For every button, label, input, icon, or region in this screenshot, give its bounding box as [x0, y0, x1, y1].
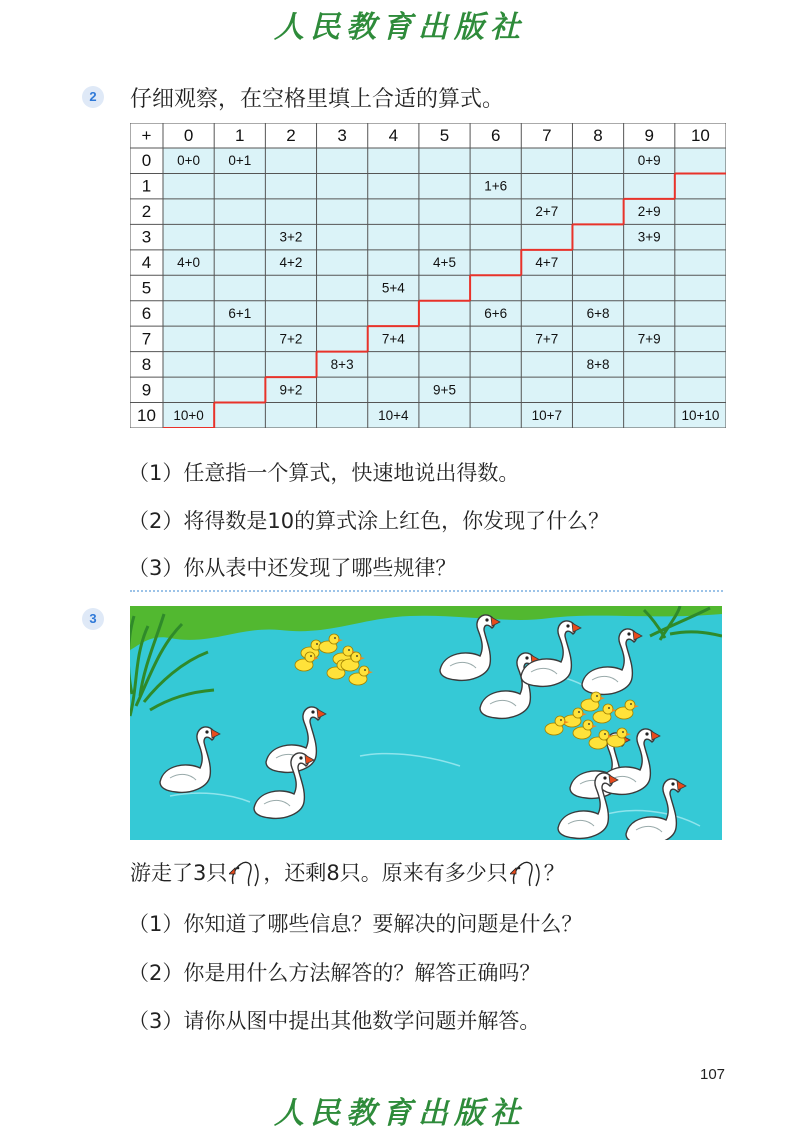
table-cell-expression: 2+9: [637, 204, 661, 220]
table-cell-expression: 7+9: [637, 331, 661, 347]
table-cell-expression: 0+1: [228, 153, 252, 169]
table-cell-expression: 4+5: [433, 255, 456, 271]
column-header: 9: [644, 126, 654, 145]
problem-2-question-1: （1）任意指一个算式，快速地说出得数。: [128, 461, 520, 485]
table-cell-expression: 1+6: [484, 178, 508, 194]
problem-3-statement: [130, 857, 565, 893]
problem-3-question-3: （3）请你从图中提出其他数学问题并解答。: [128, 1009, 541, 1033]
column-header: 10: [690, 126, 710, 145]
row-header: 10: [137, 405, 156, 425]
row-header: 8: [141, 354, 152, 374]
swan-icon: [229, 858, 261, 893]
row-header: 6: [141, 303, 152, 323]
swan-icon: [510, 858, 542, 893]
table-cell-expression: 10+4: [378, 407, 409, 423]
column-header: 0: [183, 126, 194, 145]
column-header: 8: [593, 126, 603, 145]
problem-2-question-2: （2）将得数是10的算式涂上红色，你发现了什么？: [128, 509, 610, 533]
table-cell-expression: 7+2: [279, 331, 303, 347]
column-header: 7: [542, 126, 552, 145]
problem-2-question-3: （3）你从表中还发现了哪些规律？: [128, 556, 457, 580]
table-cell-expression: 10+0: [173, 407, 204, 423]
table-cell-expression: 7+4: [381, 331, 405, 347]
table-cell-expression: 10+7: [531, 407, 563, 423]
column-header: 1: [235, 126, 245, 145]
table-cell-expression: 5+4: [381, 280, 405, 296]
row-header: 3: [141, 227, 152, 247]
addition-table: [130, 123, 726, 428]
table-cell-expression: 3+2: [279, 229, 303, 245]
problem-3-question-1: （1）你知道了哪些信息？要解决的问题是什么？: [128, 912, 583, 936]
table-cell-expression: 8+8: [586, 356, 610, 372]
table-cell-expression: 4+0: [177, 255, 201, 271]
row-header: 0: [141, 151, 152, 171]
row-header: 2: [141, 202, 152, 222]
row-header: 9: [141, 380, 152, 400]
publisher-header: 人民教育出版社: [274, 10, 526, 45]
problem-2-badge: 2: [82, 86, 104, 108]
row-header: 7: [141, 329, 152, 349]
table-cell-expression: 6+8: [586, 305, 610, 321]
table-cell-expression: 9+5: [433, 382, 456, 398]
problem-2-intro: 仔细观察，在空格里填上合适的算式。: [130, 87, 505, 112]
table-cell-expression: 0+9: [637, 153, 661, 169]
table-cell-expression: 2+7: [535, 204, 559, 220]
statement-part-1: 游走了3只: [130, 861, 228, 885]
row-header: 1: [141, 176, 152, 196]
table-cell-expression: 6+1: [228, 305, 252, 321]
row-header: 5: [141, 278, 152, 298]
column-header: 6: [490, 126, 501, 145]
statement-part-2: ，还剩8只。原来有多少只: [263, 861, 508, 885]
column-header: 3: [337, 126, 347, 145]
table-corner-plus: +: [141, 126, 152, 145]
table-cell-expression: 10+10: [681, 407, 720, 423]
table-cell-expression: 6+6: [484, 305, 508, 321]
table-cell-expression: 4+7: [535, 255, 559, 271]
problem-3-badge: 3: [82, 608, 104, 630]
pond-scene: [130, 606, 722, 840]
page-number: 107: [700, 1066, 726, 1083]
problem-3-question-2: （2）你是用什么方法解答的？解答正确吗？: [128, 961, 541, 985]
table-cell-expression: 3+9: [637, 229, 661, 245]
publisher-footer: 人民教育出版社: [274, 1096, 526, 1131]
table-cell-expression: 4+2: [279, 255, 303, 271]
column-header: 2: [286, 126, 296, 145]
section-divider: [130, 590, 723, 592]
table-cell-expression: 0+0: [177, 153, 201, 169]
table-cell-expression: 7+7: [535, 331, 559, 347]
column-header: 5: [439, 126, 450, 145]
statement-part-3: ？: [543, 861, 565, 885]
column-header: 4: [388, 126, 399, 145]
row-header: 4: [141, 253, 152, 273]
table-cell-expression: 8+3: [330, 356, 354, 372]
table-cell-expression: 9+2: [279, 382, 303, 398]
